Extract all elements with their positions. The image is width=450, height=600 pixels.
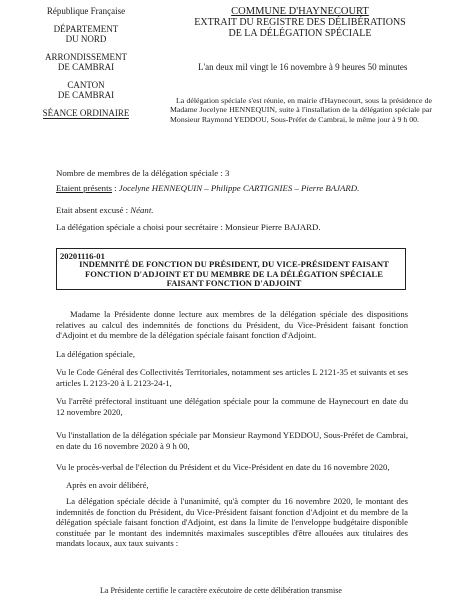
deliberation-title bbox=[70, 260, 398, 289]
reading-paragraph: Madame la Présidente donne lecture aux membres de la délégation spéciale des dispositions relatives au calcul des indemnités de fonctions du Président, du Vice-Président faisant fonction d'Adjoint et du membre de la délégation spéciale faisant fonction d'Adjoint. bbox=[56, 309, 408, 340]
session-type: SÉANCE ORDINAIRE bbox=[42, 107, 130, 118]
deliberation-title-line-3: FAISANT FONCTION D'ADJOINT bbox=[166, 278, 302, 288]
absent-value: Néant. bbox=[130, 205, 154, 215]
department-label: DÉPARTEMENT bbox=[53, 23, 119, 34]
arrondissement-label: ARRONDISSEMENT bbox=[44, 51, 127, 62]
absent-label: Etait absent excusé : bbox=[56, 205, 131, 215]
header-right-block bbox=[150, 6, 450, 39]
republic-label: République Française bbox=[46, 6, 126, 16]
header-left-block bbox=[28, 6, 144, 119]
delegation-paragraph: La délégation spéciale, bbox=[56, 349, 135, 359]
present-members-line: Etaient présents : Jocelyne HENNEQUIN – Philippe CARTIGNIES – Pierre BAJARD. bbox=[56, 183, 360, 193]
present-names: Jocelyne HENNEQUIN – Philippe CARTIGNIES – Pierre BAJARD. bbox=[118, 183, 360, 193]
installation-paragraph: Vu l'installation de la délégation spéciale par Monsieur Raymond YEDDOU, Sous-Préfet de Cambrai, en date du 16 novembre 2020 à 9 h 00, bbox=[56, 430, 408, 451]
arrondissement-name: DE CAMBRAI bbox=[57, 62, 115, 72]
registry-extract-subtitle: DE LA DÉLÉGATION SPÉCIALE bbox=[228, 28, 372, 39]
canton-label: CANTON bbox=[67, 79, 105, 90]
absent-members-line bbox=[56, 205, 153, 215]
canton-name: DE CAMBRAI bbox=[57, 90, 115, 100]
secretary-line: La délégation spéciale a choisi pour secrétaire : Monsieur Pierre BAJARD. bbox=[56, 222, 321, 232]
commune-title: COMMUNE D'HAYNECOURT bbox=[231, 6, 369, 17]
deliberation-title-line-2: FONCTION D'ADJOINT ET DU MEMBRE DE LA DÉLÉGATION SPÉCIALE bbox=[85, 268, 383, 279]
code-reference-paragraph: Vu le Code Général des Collectivités Territoriales, notamment ses articles L 2121-35 et suivants et ses articles L 2123-20 à L 2123-24-1, bbox=[56, 367, 408, 388]
registry-extract-title: EXTRAIT DU REGISTRE DES DÉLIBÉRATIONS bbox=[194, 17, 406, 28]
department-name: DU NORD bbox=[65, 34, 107, 44]
meeting-intro-paragraph: La délégation spéciale s'est réunie, en mairie d'Haynecourt, sous la présidence de Madame Jocelyne HENNEQUIN, suite à l'installation de la délégation spéciale par Monsieur Raymond YEDDOU, Sous-Préfet de Cambrai, le même jour à 9 h 00. bbox=[170, 96, 432, 124]
decision-paragraph: La délégation spéciale décide à l'unanimité, qu'à compter du 16 novembre 2020, le montant des indemnités de fonction du Président, du Vice-Président faisant fonction d'Adjoint et du membre de la délégation spéciale faisant fonction d'Adjoint, est dans la limite de l'enveloppe budgétaire disponible constituée par le montant des indemnités maximales susceptibles d'être allouées aux titulaires des mandats locaux, aux taux suivants : bbox=[56, 496, 408, 548]
deliberation-reference: 20201116-01 bbox=[60, 251, 105, 261]
present-label: Etaient présents bbox=[56, 183, 112, 193]
deliberation-title-line-1: INDEMNITÉ DE FONCTION DU PRÉSIDENT, DU VICE-PRÉSIDENT FAISANT bbox=[79, 259, 389, 269]
meeting-date-line: L'an deux mil vingt le 16 novembre à 9 heures 50 minutes bbox=[198, 62, 408, 72]
election-minutes-paragraph: Vu le procès-verbal de l'élection du Président et du Vice-Président en date du 16 novembre 2020, bbox=[56, 462, 390, 472]
deliberated-paragraph: Après en avoir délibéré, bbox=[66, 480, 149, 490]
prefectoral-order-paragraph: Vu l'arrêté préfectoral instituant une délégation spéciale pour la commune de Haynecourt en date du 12 novembre 2020, bbox=[56, 396, 408, 417]
members-count-line: Nombre de membres de la délégation spéciale : 3 bbox=[56, 168, 230, 178]
footer-certification: La Présidente certifie le caractère exécutoire de cette délibération transmise bbox=[100, 586, 342, 595]
